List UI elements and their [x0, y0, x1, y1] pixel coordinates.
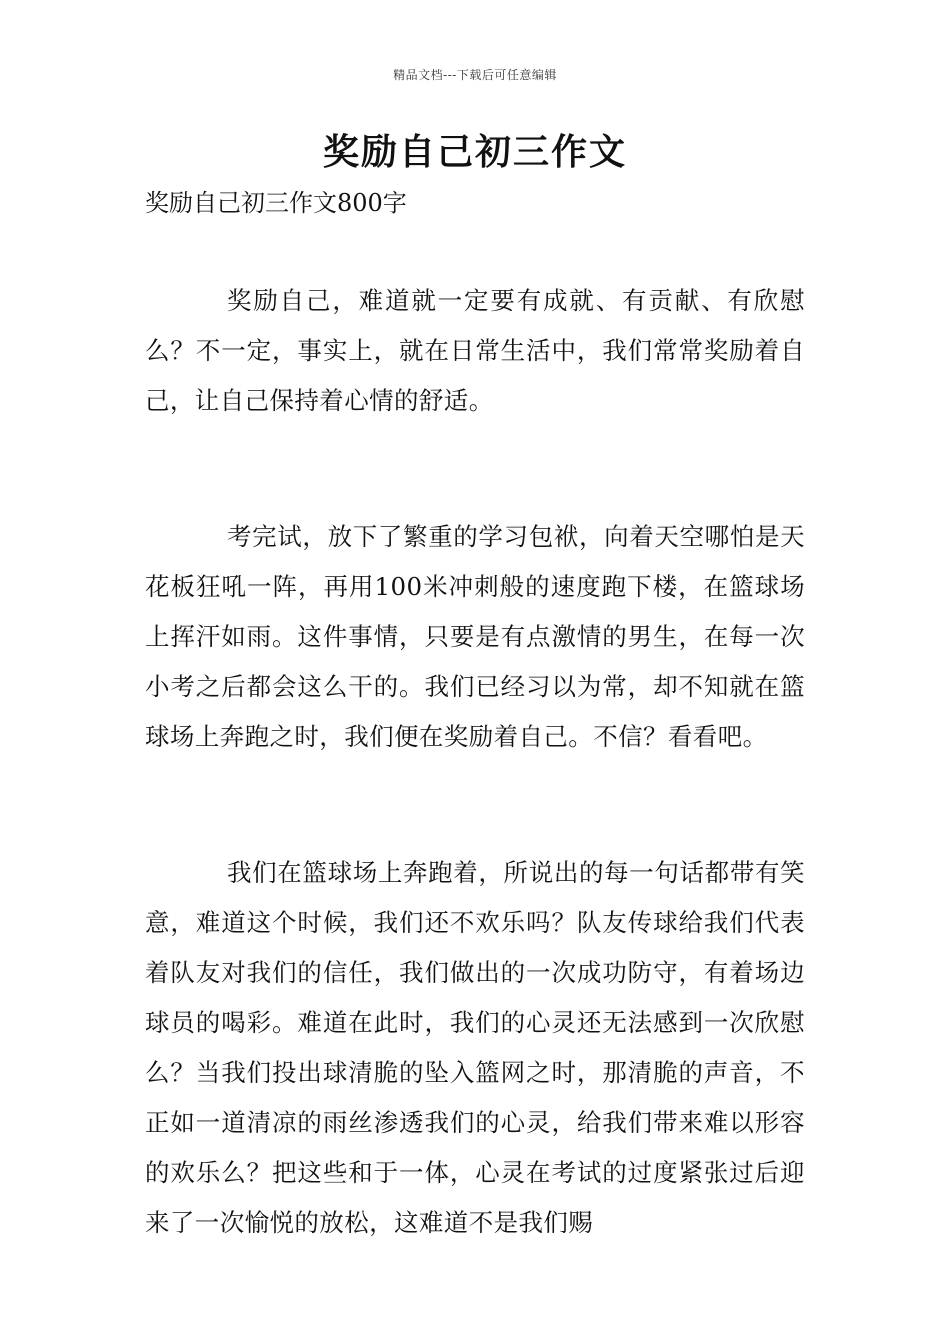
document-subtitle: 奖励自己初三作文800字 — [145, 189, 407, 217]
document-body — [145, 276, 805, 1334]
paragraph-2: 考完试，放下了繁重的学习包袱，向着天空哪怕是天花板狂吼一阵，再用100米冲刺般的速度跑下楼，在篮球场上挥汗如雨。这件事情，只要是有点激情的男生，在每一次小考之后都会这么干的。我们已经习以为常，却不知就在篮球场上奔跑之时，我们便在奖励着自己。不信？看看吧。 — [145, 522, 805, 751]
header-note: 精品文档---下载后可任意编辑 — [393, 68, 557, 82]
paragraph-1: 奖励自己，难道就一定要有成就、有贡献、有欣慰么？不一定，事实上，就在日常生活中，我们常常奖励着自己，让自己保持着心情的舒适。 — [145, 286, 805, 415]
paragraph-3: 我们在篮球场上奔跑着，所说出的每一句话都带有笑意，难道这个时候，我们还不欢乐吗？队友传球给我们代表着队友对我们的信任，我们做出的一次成功防守，有着场边球员的喝彩。难道在此时，我们的心灵还无法感到一次欣慰么？当我们投出球清脆的坠入篮网之时，那清脆的声音，不正如一道清凉的雨丝渗透我们的心灵，给我们带来难以形容的欢乐么？把这些和于一体，心灵在考试的过度紧张过后迎来了一次愉悦的放松，这难道不是我们赐 — [145, 858, 805, 1237]
document-title: 奖励自己初三作文 — [322, 132, 627, 173]
